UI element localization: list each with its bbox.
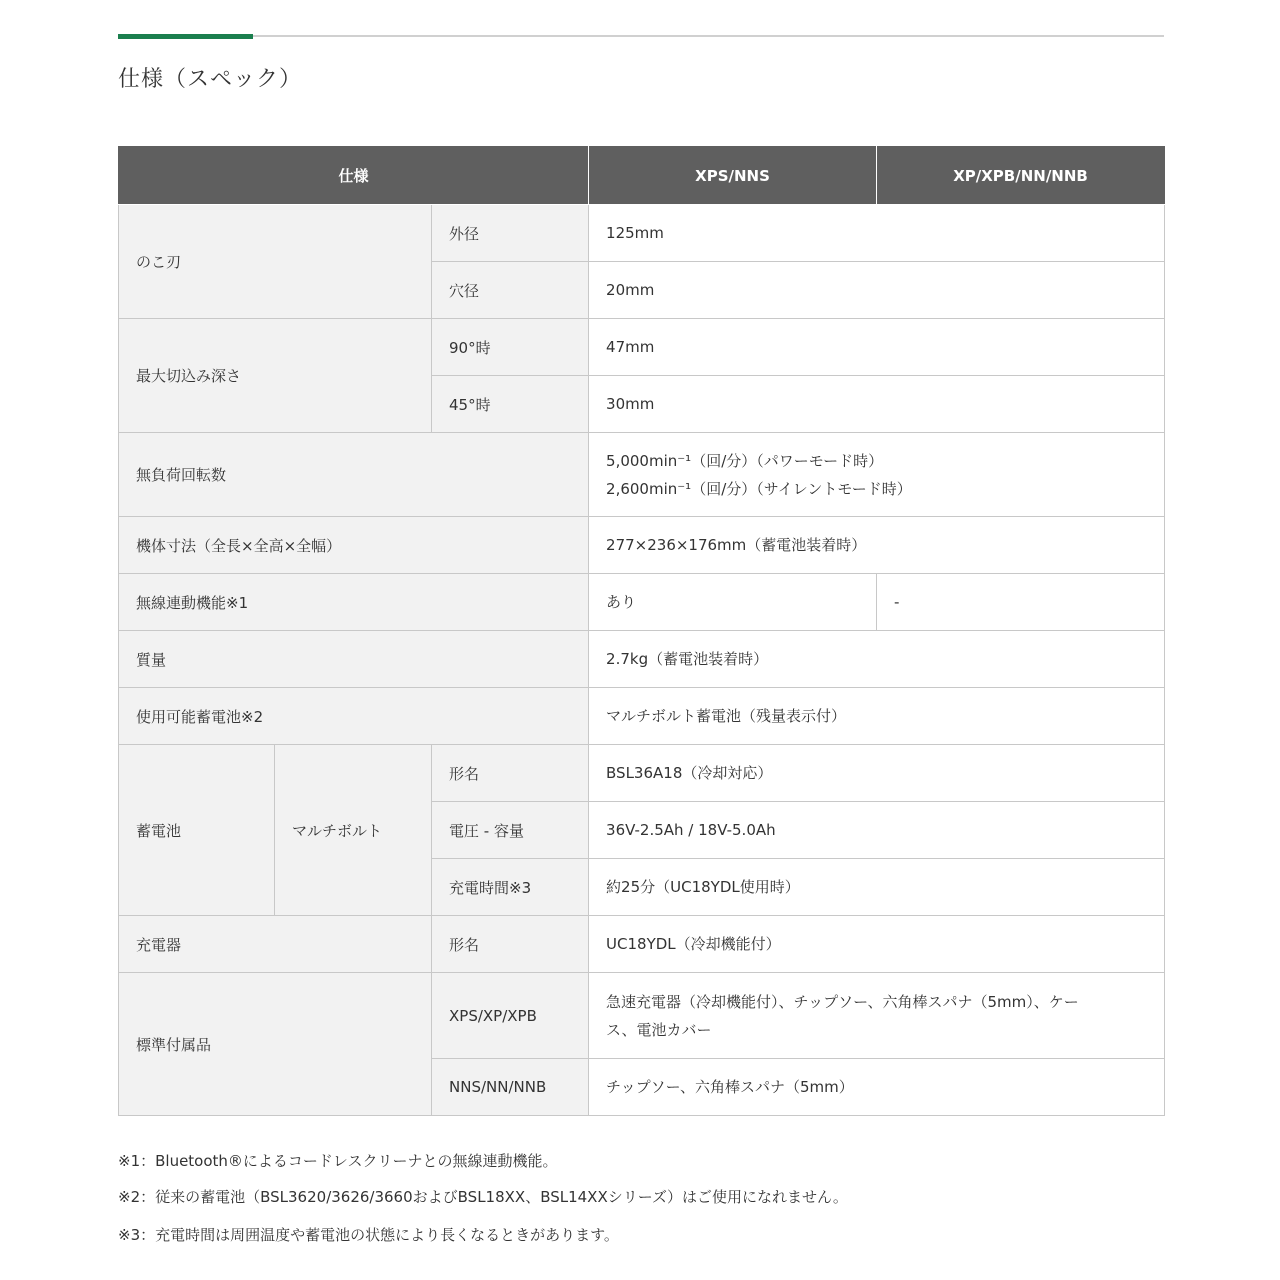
value-wireless-xps: あり: [589, 574, 877, 631]
heading-divider: [118, 35, 1164, 37]
table-row: [119, 574, 1165, 631]
sublabel-outer-diameter: 外径: [432, 205, 589, 262]
row-label-no-load-speed: 無負荷回転数: [119, 433, 589, 517]
value-usable-battery: マルチボルト蓄電池（残量表示付）: [589, 688, 1165, 745]
sublabel-accessories-xps: XPS/XP/XPB: [432, 973, 589, 1059]
value-voltage-capacity: 36V-2.5Ah / 18V-5.0Ah: [589, 802, 1165, 859]
value-wireless-xp: -: [877, 574, 1165, 631]
sublabel-charger-model: 形名: [432, 916, 589, 973]
value-charge-time: 約25分（UC18YDL使用時）: [589, 859, 1165, 916]
sublabel-charge-time: 充電時間※3: [432, 859, 589, 916]
battery-type-label: マルチボルト: [275, 745, 432, 916]
row-label-mass: 質量: [119, 631, 589, 688]
table-row: [119, 745, 1165, 802]
spec-header-row: [119, 147, 1165, 205]
row-label-blade: のこ刃: [119, 205, 432, 319]
row-label-cut-depth: 最大切込み深さ: [119, 319, 432, 433]
sublabel-hole-diameter: 穴径: [432, 262, 589, 319]
value-dimensions: 277×236×176mm（蓄電池装着時）: [589, 517, 1165, 574]
page-title: 仕様（スペック）: [118, 67, 303, 92]
value-hole-diameter: 20mm: [589, 262, 1165, 319]
header-xp-xpb-nn-nnb: XP/XPB/NN/NNB: [877, 147, 1165, 205]
value-battery-model: BSL36A18（冷却対応）: [589, 745, 1165, 802]
sublabel-battery-model: 形名: [432, 745, 589, 802]
value-90-deg: 47mm: [589, 319, 1165, 376]
speed-silent-mode: 2,600min⁻¹（回/分）（サイレントモード時）: [606, 479, 912, 498]
footnote-2: ※2：従来の蓄電池（BSL3620/3626/3660およびBSL18XX、BSL14XXシリーズ）はご使用になれません。: [118, 1188, 848, 1206]
speed-power-mode: 5,000min⁻¹（回/分）（パワーモード時）: [606, 451, 884, 470]
table-row: [119, 688, 1165, 745]
row-label-charger: 充電器: [119, 916, 432, 973]
header-xps-nns: XPS/NNS: [589, 147, 877, 205]
table-row: [119, 433, 1165, 517]
table-row: [119, 631, 1165, 688]
table-row: [119, 916, 1165, 973]
value-mass: 2.7kg（蓄電池装着時）: [589, 631, 1165, 688]
header-spec: 仕様: [119, 147, 589, 205]
value-charger-model: UC18YDL（冷却機能付）: [589, 916, 1165, 973]
row-label-battery: 蓄電池: [119, 745, 275, 916]
table-row: [119, 973, 1165, 1059]
table-row: [119, 319, 1165, 376]
row-label-wireless: 無線連動機能※1: [119, 574, 589, 631]
value-accessories-nns: チップソー、六角棒スパナ（5mm）: [589, 1059, 1165, 1116]
value-outer-diameter: 125mm: [589, 205, 1165, 262]
table-row: [119, 517, 1165, 574]
footnote-1: ※1：Bluetooth®によるコードレスクリーナとの無線連動機能。: [118, 1152, 558, 1170]
sublabel-90-deg: 90°時: [432, 319, 589, 376]
accessories-xps-line-2: ス、電池カバー: [606, 1020, 712, 1039]
value-no-load-speed: [589, 433, 1165, 517]
value-45-deg: 30mm: [589, 376, 1165, 433]
row-label-dimensions: 機体寸法（全長×全高×全幅）: [119, 517, 589, 574]
heading-accent-bar: [118, 34, 253, 39]
sublabel-voltage-capacity: 電圧 - 容量: [432, 802, 589, 859]
sublabel-accessories-nns: NNS/NN/NNB: [432, 1059, 589, 1116]
sublabel-45-deg: 45°時: [432, 376, 589, 433]
spec-table: [118, 146, 1165, 1116]
row-label-accessories: 標準付属品: [119, 973, 432, 1116]
table-row: [119, 205, 1165, 262]
row-label-usable-battery: 使用可能蓄電池※2: [119, 688, 589, 745]
value-accessories-xps: [589, 973, 1165, 1059]
accessories-xps-line-1: 急速充電器（冷却機能付）、チップソー、六角棒スパナ（5mm）、ケー: [606, 992, 1079, 1011]
footnote-3: ※3：充電時間は周囲温度や蓄電池の状態により長くなるときがあります。: [118, 1226, 619, 1244]
